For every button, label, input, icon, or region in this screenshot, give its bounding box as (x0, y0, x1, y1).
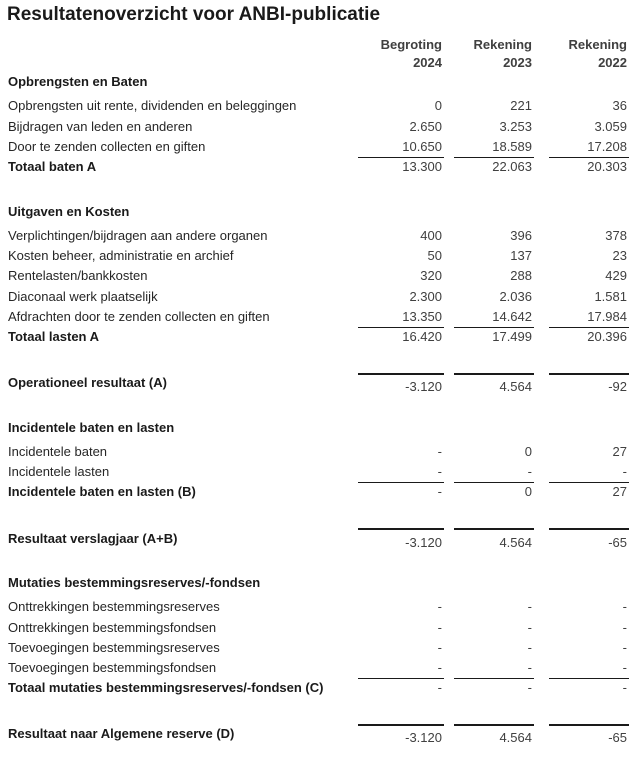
total-row-baten (0, 157, 643, 177)
value-2023: 4.564 (499, 730, 532, 745)
section-heading: Mutaties bestemmingsreserves/-fondsen (8, 575, 261, 590)
table-row (0, 287, 643, 307)
value-2023: 288 (510, 268, 532, 283)
section-heading: Uitgaven en Kosten (8, 204, 130, 219)
page-title: Resultatenoverzicht voor ANBI-publicatie (7, 4, 381, 25)
row-label: Opbrengsten uit rente, dividenden en beleggingen (8, 98, 297, 113)
value-2022: 36 (612, 98, 627, 113)
value-2023: - (527, 599, 532, 614)
value-2022: - (622, 464, 627, 479)
table-row (0, 137, 643, 157)
value-2024: 0 (434, 98, 442, 113)
column-header-rekening-2022 (547, 36, 627, 72)
value-2022: - (622, 599, 627, 614)
value-2022: - (622, 620, 627, 635)
value-2023: 396 (510, 228, 532, 243)
value-2024: 13.300 (402, 159, 442, 174)
table-row (0, 307, 643, 327)
value-2023: - (527, 620, 532, 635)
value-2024: - (437, 660, 442, 675)
row-label: Onttrekkingen bestemmingsfondsen (8, 620, 217, 635)
value-2022: 20.396 (587, 329, 627, 344)
value-2022: -65 (608, 730, 627, 745)
section-heading-mutaties (0, 573, 643, 593)
value-2024: - (437, 640, 442, 655)
column-header-rekening-2023 (452, 36, 532, 72)
row-label: Afdrachten door te zenden collecten en giften (8, 309, 270, 324)
value-2024: 13.350 (402, 309, 442, 324)
value-2024: 2.300 (409, 289, 442, 304)
value-2023: 14.642 (492, 309, 532, 324)
row-label: Totaal mutaties bestemmingsreserves/-fondsen (C) (8, 680, 324, 695)
table-row (0, 246, 643, 266)
value-2024: - (437, 620, 442, 635)
section-heading-incidenteel (0, 418, 643, 438)
value-2022: 17.984 (587, 309, 627, 324)
table-row (0, 618, 643, 638)
total-row-mutaties (0, 678, 643, 698)
row-label: Door te zenden collecten en giften (8, 139, 206, 154)
value-2023: - (527, 680, 532, 695)
row-label: Incidentele baten en lasten (B) (8, 484, 196, 499)
value-2024: - (437, 444, 442, 459)
row-label: Incidentele baten (8, 444, 108, 459)
value-2024: -3.120 (405, 730, 442, 745)
value-2023: 4.564 (499, 535, 532, 550)
row-label: Bijdragen van leden en anderen (8, 119, 193, 134)
column-header-line2: 2024 (413, 55, 442, 70)
value-2023: 0 (524, 484, 532, 499)
value-2024: 400 (420, 228, 442, 243)
row-label: Totaal lasten A (8, 329, 100, 344)
value-2024: 320 (420, 268, 442, 283)
total-row-lasten (0, 327, 643, 347)
value-2024: - (437, 680, 442, 695)
section-heading-baten (0, 72, 643, 92)
row-label: Verplichtingen/bijdragen aan andere organen (8, 228, 268, 243)
column-header-begroting-2024 (362, 36, 442, 72)
row-label: Diaconaal werk plaatselijk (8, 289, 158, 304)
table-row (0, 638, 643, 658)
value-2023: - (527, 640, 532, 655)
row-label: Incidentele lasten (8, 464, 110, 479)
value-2023: 17.499 (492, 329, 532, 344)
section-heading: Opbrengsten en Baten (8, 74, 148, 89)
row-label: Resultaat verslagjaar (A+B) (8, 531, 178, 546)
column-header-line1: Rekening (568, 37, 627, 52)
value-2024: 10.650 (402, 139, 442, 154)
value-2022: 27 (612, 484, 627, 499)
row-label: Operationeel resultaat (A) (8, 375, 167, 390)
value-2023: 4.564 (499, 379, 532, 394)
value-2022: - (622, 660, 627, 675)
value-2023: 137 (510, 248, 532, 263)
table-row (0, 117, 643, 137)
table-row (0, 96, 643, 116)
value-2022: 3.059 (594, 119, 627, 134)
value-2023: - (527, 660, 532, 675)
value-2023: 221 (510, 98, 532, 113)
table-row (0, 658, 643, 678)
column-header-line1: Begroting (380, 37, 442, 52)
value-2022: - (622, 680, 627, 695)
value-2024: - (437, 464, 442, 479)
value-2022: 1.581 (594, 289, 627, 304)
section-heading: Incidentele baten en lasten (8, 420, 175, 435)
total-row-incidenteel (0, 482, 643, 502)
row-label: Toevoegingen bestemmingsreserves (8, 640, 220, 655)
value-2024: 50 (427, 248, 442, 263)
value-2023: 22.063 (492, 159, 532, 174)
value-2024: - (437, 599, 442, 614)
value-2023: 2.036 (499, 289, 532, 304)
table-row (0, 226, 643, 246)
table-row (0, 266, 643, 286)
section-heading-lasten (0, 202, 643, 222)
value-2022: - (622, 640, 627, 655)
value-2024: -3.120 (405, 379, 442, 394)
column-header-line1: Rekening (473, 37, 532, 52)
column-header-line2: 2023 (503, 55, 532, 70)
value-2022: -65 (608, 535, 627, 550)
value-2022: 17.208 (587, 139, 627, 154)
value-2023: 3.253 (499, 119, 532, 134)
value-2022: 429 (605, 268, 627, 283)
row-label: Kosten beheer, administratie en archief (8, 248, 234, 263)
value-2022: -92 (608, 379, 627, 394)
value-2024: 16.420 (402, 329, 442, 344)
table-row (0, 462, 643, 482)
value-2022: 23 (612, 248, 627, 263)
value-2022: 27 (612, 444, 627, 459)
table-row (0, 442, 643, 462)
row-label: Resultaat naar Algemene reserve (D) (8, 726, 235, 741)
row-label: Totaal baten A (8, 159, 97, 174)
table-row (0, 597, 643, 617)
row-label: Toevoegingen bestemmingsfondsen (8, 660, 217, 675)
resultaat-algemene-reserve-row (0, 724, 643, 744)
value-2023: 0 (524, 444, 532, 459)
value-2024: - (437, 484, 442, 499)
value-2024: -3.120 (405, 535, 442, 550)
value-2023: - (527, 464, 532, 479)
row-label: Rentelasten/bankkosten (8, 268, 148, 283)
row-label: Onttrekkingen bestemmingsreserves (8, 599, 220, 614)
value-2023: 18.589 (492, 139, 532, 154)
value-2022: 378 (605, 228, 627, 243)
operationeel-resultaat-row (0, 373, 643, 393)
resultaat-verslagjaar-row (0, 529, 643, 549)
value-2022: 20.303 (587, 159, 627, 174)
value-2024: 2.650 (409, 119, 442, 134)
column-header-line2: 2022 (598, 55, 627, 70)
